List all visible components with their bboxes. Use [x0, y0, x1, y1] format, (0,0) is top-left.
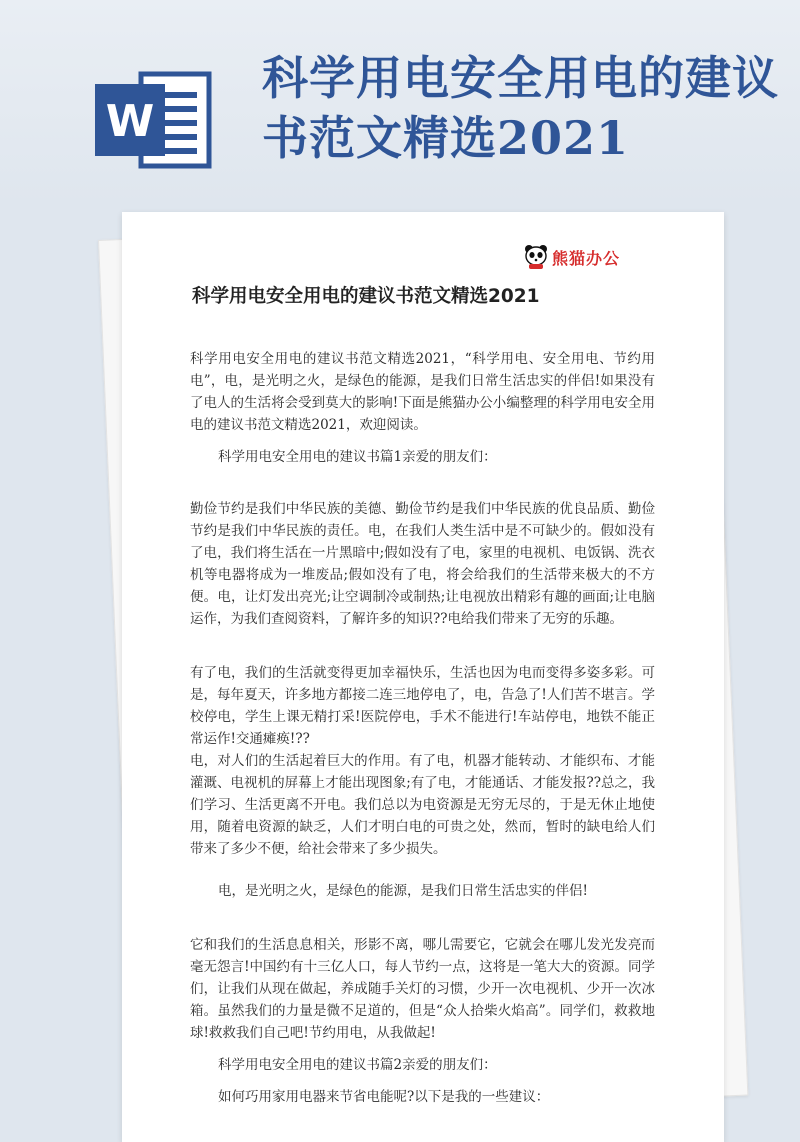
paragraph: 电，是光明之火，是绿色的能源，是我们日常生活忠实的伴侣!	[218, 883, 588, 899]
paragraph-section-2-heading: 科学用电安全用电的建议书篇2亲爱的朋友们：	[218, 1057, 497, 1073]
paragraph: 有了电，我们的生活就变得更加幸福快乐，生活也因为电而变得多姿多彩。可是，每年夏天，许多地方都接二连三地停电了，电，告急了!人们苦不堪言。学校停电，学生上课无精打采!医院停电，手术不能进行!车站停电，地铁不能正常运作!交通瘫痪!??	[190, 665, 655, 747]
paragraph: 勤俭节约是我们中华民族的美德、勤俭节约是我们中华民族的优良品质、勤俭节约是我们中华民族的责任。电，在我们人类生活中是不可缺少的。假如没有了电，我们将生活在一片黑暗中;假如没有了电，家里的电视机、电饭锅、洗衣机等电器将成为一堆废品;假如没有了电，将会给我们的生活带来极大的不方便。电，让灯发出亮光;让空调制冷或制热;让电视放出精彩有趣的画面;让电脑运作，为我们查阅资料，了解许多的知识??电给我们带来了无穷的乐趣。	[190, 501, 655, 627]
paragraph-section-1-heading: 科学用电安全用电的建议书篇1亲爱的朋友们：	[218, 449, 497, 465]
paragraph: 它和我们的生活息息相关，形影不离，哪儿需要它，它就会在哪儿发光发亮而毫无怨言!中国约有十三亿人口，每人节约一点，这将是一笔大大的资源。同学们，让我们从现在做起，养成随手关灯的习惯，少开一次电视机、少开一次冰箱。虽然我们的力量是微不足道的，但是“众人拾柴火焰高”。同学们，救救地球!救救我们自己吧!节约用电，从我做起!	[190, 937, 655, 1041]
document-body	[190, 348, 655, 1108]
brand-logo	[524, 244, 620, 270]
paragraph: 电，对人们的生活起着巨大的作用。有了电，机器才能转动、才能织布、才能灌溉、电视机的屏幕上才能出现图象;有了电，才能通话、才能发报??总之，我们学习、生活更离不开电。我们总以为电资源是无穷无尽的，于是无休止地使用，随着电资源的缺乏，人们才明白电的可贵之处，然而，暂时的缺电给人们带来了多少不便，给社会带来了多少损失。	[190, 753, 655, 857]
paragraph: 如何巧用家用电器来节省电能呢?以下是我的一些建议：	[218, 1089, 550, 1105]
word-document-icon	[95, 68, 213, 172]
banner-title: 科学用电安全用电的建议书范文精选2021	[262, 51, 779, 165]
svg-text:W: W	[105, 96, 155, 147]
document-page	[122, 212, 724, 1142]
paragraph-intro: 科学用电安全用电的建议书范文精选2021，“科学用电、安全用电、节约用电”，电，是光明之火，是绿色的能源，是我们日常生活忠实的伴侣!如果没有了电人的生活将会受到莫大的影响!下面是熊猫办公小编整理的科学用电安全用电的建议书范文精选2021，欢迎阅读。	[190, 351, 655, 433]
brand-name: 熊猫办公	[552, 248, 621, 268]
panda-icon	[524, 244, 548, 270]
document-title: 科学用电安全用电的建议书范文精选2021	[192, 286, 540, 307]
header-banner	[0, 0, 800, 205]
